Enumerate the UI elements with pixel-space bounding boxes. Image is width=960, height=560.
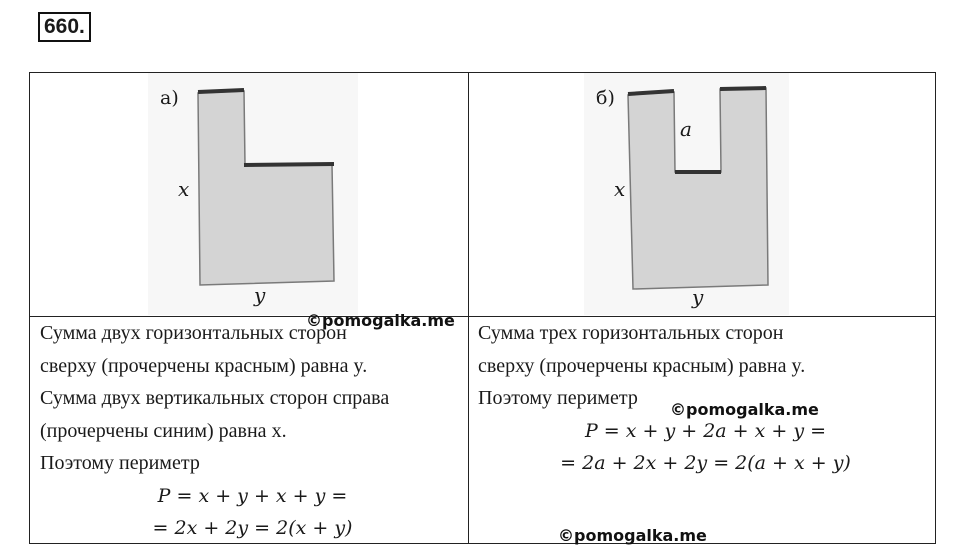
figure-a	[148, 73, 358, 315]
solution-b-line: Поэтому периметр	[478, 387, 638, 409]
figure-b-x-label: x	[614, 177, 626, 201]
column-divider	[468, 73, 469, 543]
formula-a-line-2: = 2x + 2y = 2(x + y)	[152, 517, 353, 539]
formula-b-line-2: = 2a + 2x + 2y = 2(a + x + y)	[560, 452, 851, 474]
solution-b-line: Сумма трех горизонтальных сторон	[478, 322, 784, 344]
figure-b-label: б)	[596, 87, 615, 109]
solution-a-line: Сумма двух вертикальных сторон справа	[40, 387, 390, 409]
solution-a-line: (прочерчены синим) равна x.	[40, 419, 287, 442]
figure-a-top-edge	[198, 90, 244, 92]
watermark: ©pomogalka.me	[670, 400, 819, 419]
figure-a-x-label: x	[178, 177, 190, 201]
solution-table	[29, 72, 936, 544]
formula-b-line-1: P = x + y + 2a + x + y =	[584, 419, 827, 442]
figure-a-step-edge	[244, 164, 334, 165]
watermark: ©pomogalka.me	[558, 526, 707, 545]
solution-a-line: сверху (прочерчены красным) равна y.	[40, 354, 368, 377]
figure-b-y-label: y	[692, 285, 704, 309]
figure-a-y-label: y	[254, 283, 266, 307]
solution-b-line: сверху (прочерчены красным) равна y.	[478, 354, 806, 377]
solution-a-line: Сумма двух горизонтальных сторон	[40, 322, 347, 344]
solution-a-line: Поэтому периметр	[40, 452, 200, 474]
figure-a-label: а)	[160, 87, 179, 109]
watermark: ©pomogalka.me	[306, 311, 455, 330]
formula-a-line-1: P = x + y + x + y =	[157, 484, 348, 507]
task-number: 660.	[38, 12, 91, 42]
figure-b-a-label: a	[680, 117, 692, 141]
figure-b-top-right-edge	[720, 88, 766, 89]
solution-a	[40, 317, 465, 545]
figure-b	[584, 73, 789, 315]
solution-b	[478, 317, 933, 480]
